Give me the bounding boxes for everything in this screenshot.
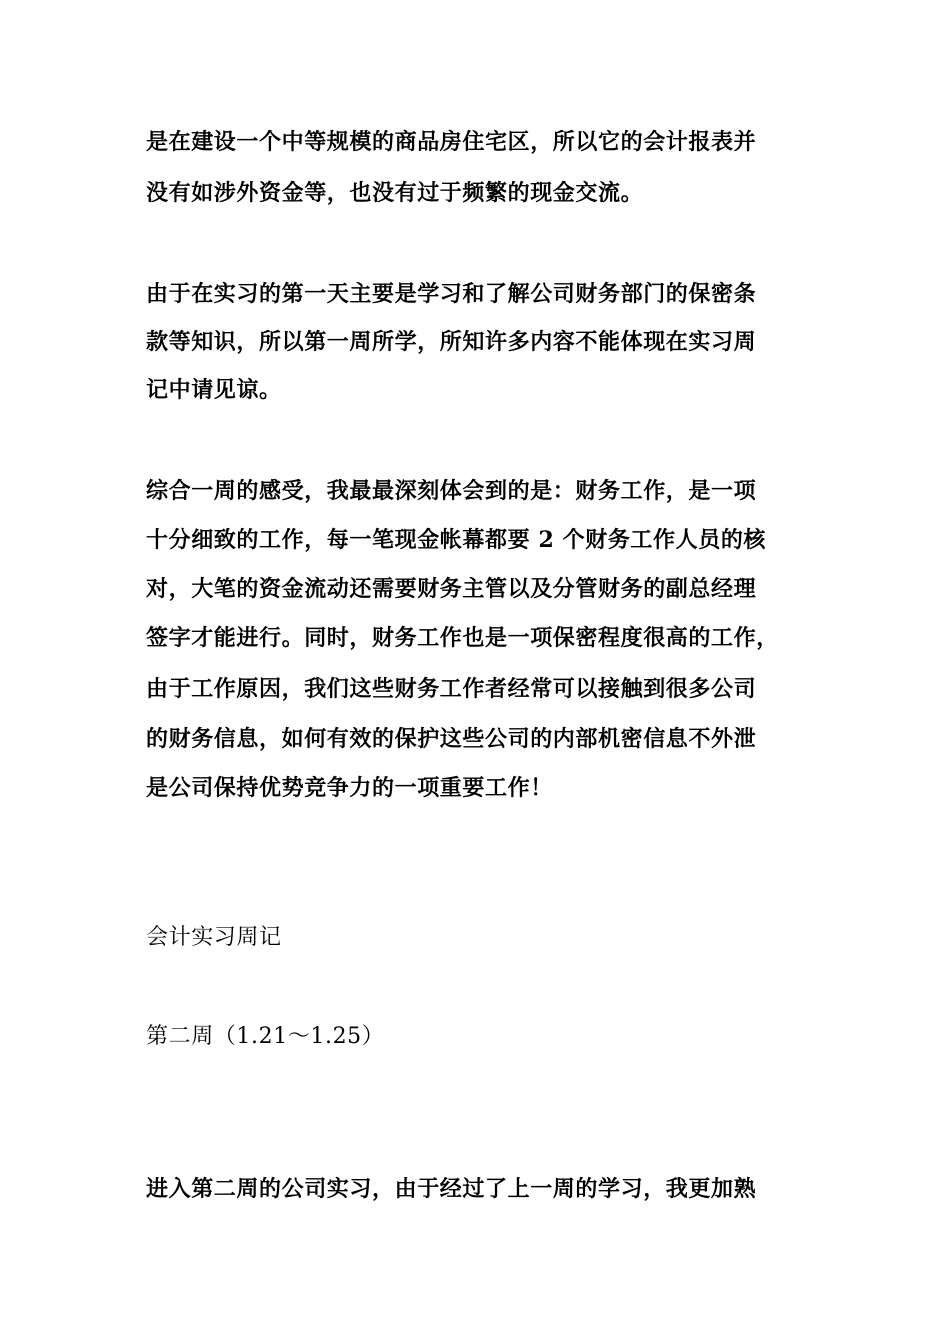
paragraph-3-line-3: 对，大笔的资金流动还需要财务主管以及分管财务的副总经理 <box>146 576 757 602</box>
paragraph-3-line-6: 的财务信息，如何有效的保护这些公司的内部机密信息不外泄 <box>146 726 757 752</box>
week-heading: 第二周（1.21～1.25） <box>146 1024 385 1049</box>
paragraph-3-line-7: 是公司保持优势竞争力的一项重要工作！ <box>146 775 553 801</box>
paragraph-2-line-2: 款等知识，所以第一周所学，所知许多内容不能体现在实习周 <box>146 329 757 355</box>
paragraph-3-line-5: 由于工作原因，我们这些财务工作者经常可以接触到很多公司 <box>146 676 757 702</box>
paragraph-1-line-2: 没有如涉外资金等，也没有过于频繁的现金交流。 <box>146 180 644 206</box>
section-title: 会计实习周记 <box>146 925 282 950</box>
paragraph-3-line-1: 综合一周的感受，我最最深刻体会到的是：财务工作，是一项 <box>146 478 757 504</box>
paragraph-3-line-2: 十分细致的工作，每一笔现金帐幕都要 2 个财务工作人员的核 <box>146 527 767 553</box>
paragraph-2-line-3: 记中请见谅。 <box>146 377 282 403</box>
paragraph-1-line-1: 是在建设一个中等规模的商品房住宅区，所以它的会计报表并 <box>146 129 757 155</box>
paragraph-4-line-1: 进入第二周的公司实习，由于经过了上一周的学习，我更加熟 <box>146 1176 757 1202</box>
paragraph-3-line-4: 签字才能进行。同时，财务工作也是一项保密程度很高的工作， <box>146 625 779 651</box>
paragraph-2-line-1: 由于在实习的第一天主要是学习和了解公司财务部门的保密条 <box>146 281 757 307</box>
